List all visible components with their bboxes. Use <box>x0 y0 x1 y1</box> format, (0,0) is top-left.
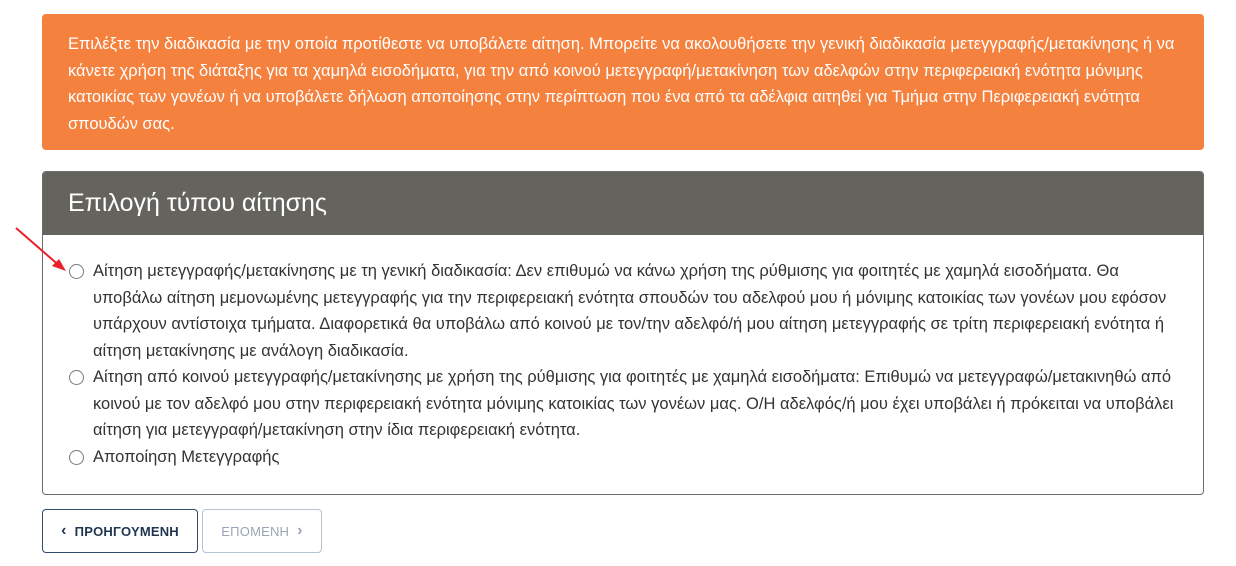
previous-button[interactable] <box>42 509 198 553</box>
panel-title: Επιλογή τύπου αίτησης <box>43 172 1203 235</box>
chevron-left-icon: ‹ <box>61 522 67 539</box>
option-label[interactable]: Αίτηση μετεγγραφής/μετακίνησης με τη γενική διαδικασία: Δεν επιθυμώ να κάνω χρήση της ρύθμισης για φοιτητές με χαμηλά εισοδήματα. Θα υποβάλω αίτηση μεμονωμένης μετεγγραφής για την περιφερειακή ενότητα σπουδών του αδελφού μου ή μόνιμης κατοικίας των γονέων μου εφόσον υπάρχουν αντίστοιχα τμήματα. Διαφορετικά θα υποβάλω από κοινού με τον/την αδελφό/ή μου αίτηση μετεγγραφής σε τρίτη περιφερειακή ενότητα ή αίτηση μετακίνησης με ανάλογη διαδικασία. <box>93 262 1167 360</box>
radio-general-procedure[interactable] <box>69 264 84 279</box>
next-button[interactable] <box>202 509 322 553</box>
chevron-right-icon: › <box>297 522 303 539</box>
option-transfer-waiver[interactable] <box>69 444 1183 471</box>
option-label[interactable]: Αποποίηση Μετεγγραφής <box>93 447 280 466</box>
previous-button-label: ΠΡΟΗΓΟΥΜΕΝΗ <box>74 523 179 539</box>
radio-low-income-joint[interactable] <box>69 370 84 385</box>
radio-transfer-waiver[interactable] <box>69 450 84 465</box>
application-type-options <box>43 235 1203 470</box>
info-notice <box>42 14 1204 150</box>
option-label[interactable]: Αίτηση από κοινού μετεγγραφής/μετακίνησης με χρήση της ρύθμισης για φοιτητές με χαμηλά εισοδήματα: Επιθυμώ να μετεγγραφώ/μετακινηθώ από κοινού με τον αδελφό μου στην περιφερειακή ενότητα μόνιμης κατοικίας των γονέων μας. Ο/Η αδελφός/ή μου έχει υποβάλει ή πρόκειται να υποβάλει αίτηση για μετεγγραφή/μετακίνηση στην ίδια περιφερειακή ενότητα. <box>93 368 1174 439</box>
application-type-panel <box>42 171 1204 495</box>
info-notice-text: Επιλέξτε την διαδικασία με την οποία προτίθεστε να υποβάλετε αίτηση. Μπορείτε να ακολουθήσετε την γενική διαδικασία μετεγγραφής/μετακίνησης ή να κάνετε χρήση της διάταξης για τα χαμηλά εισοδήματα, για την από κοινού μετεγγραφή/μετακίνηση των αδελφών στην περιφερειακή ενότητα μόνιμης κατοικίας των γονέων ή να υποβάλετε δήλωση αποποίησης στην περίπτωση που ένα από τα αδέλφια αιτηθεί για Τμήμα στην Περιφερειακή ενότητα σπουδών σας. <box>68 35 1175 133</box>
red-arrow-icon <box>10 222 70 277</box>
option-low-income-joint[interactable] <box>69 364 1183 444</box>
option-general-procedure[interactable] <box>69 258 1183 364</box>
next-button-label: ΕΠΟΜΕΝΗ <box>221 523 290 539</box>
